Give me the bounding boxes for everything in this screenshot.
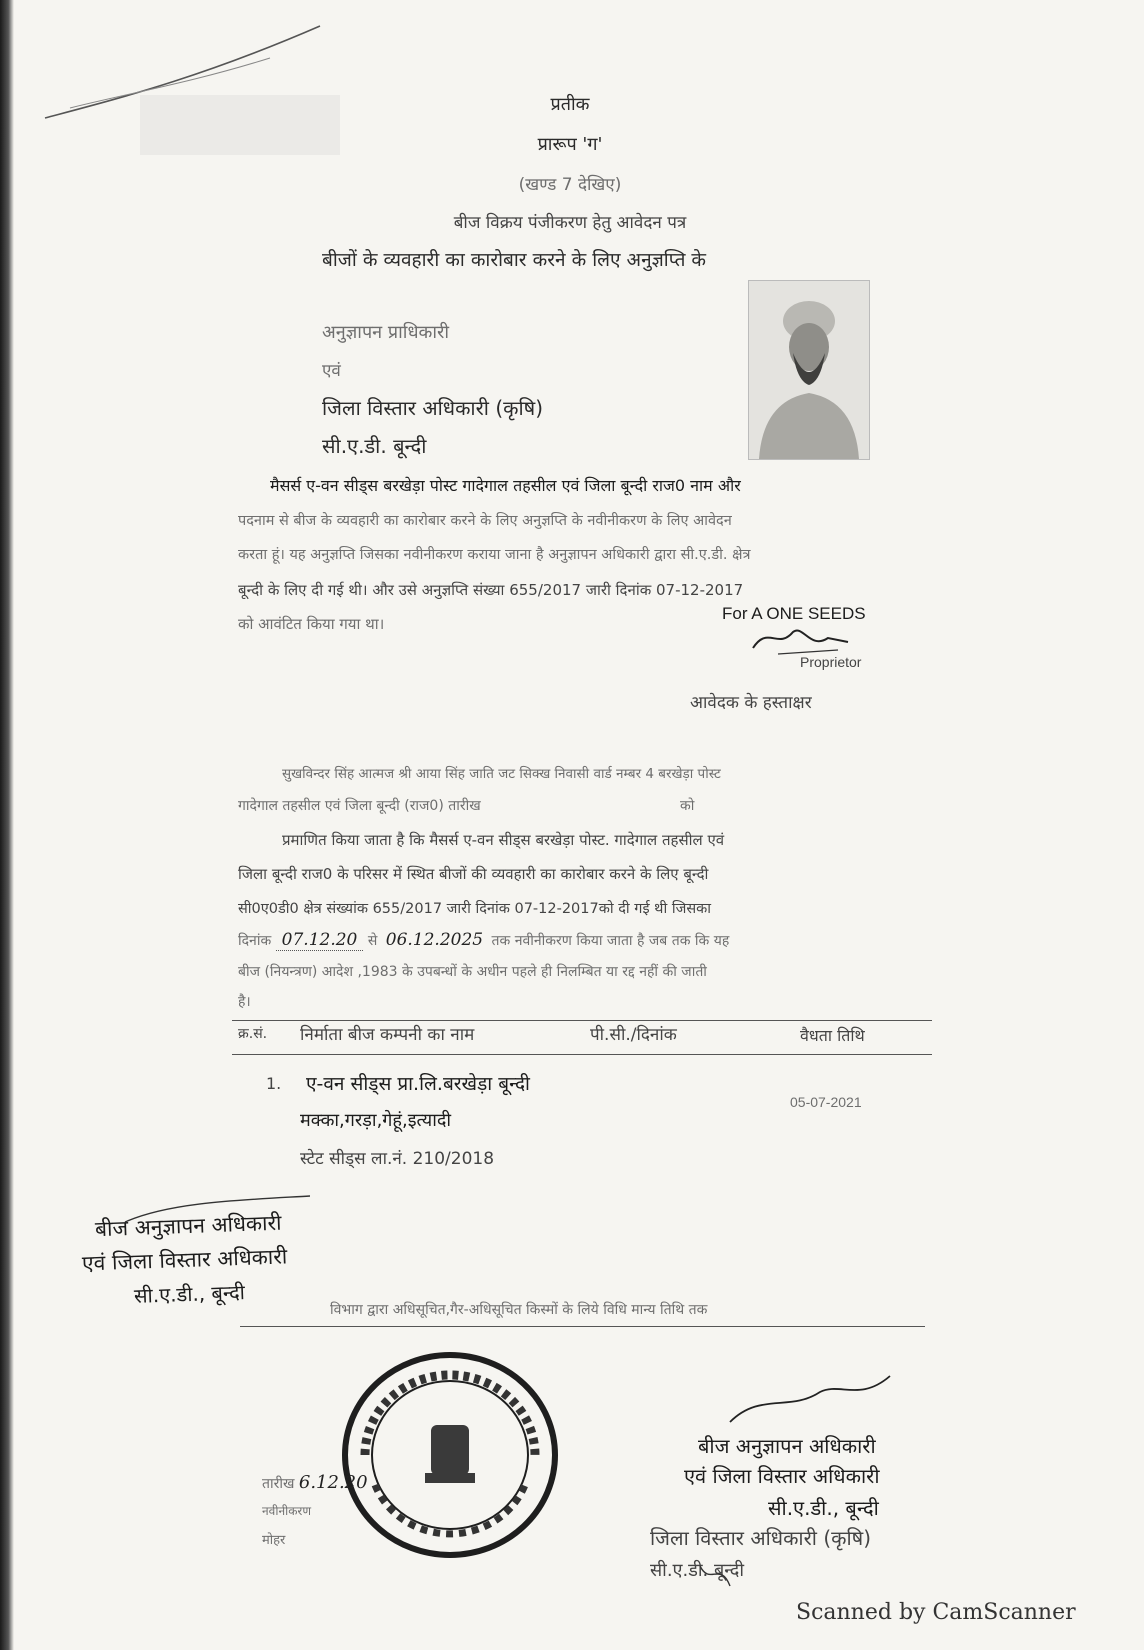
officer-stamp-line-2: एवं जिला विस्तार अधिकारी xyxy=(81,1244,288,1276)
certificate-line-7: बीज (नियन्त्रण) आदेश ,1983 के उपबन्धों के अधीन पहले ही निलम्बित या रद्द नहीं की जाती xyxy=(238,964,707,980)
renewal-date-suffix: तक नवीनीकरण किया जाता है जब तक कि यह xyxy=(491,933,730,949)
table-header-pc-date: पी.सी./दिनांक xyxy=(590,1025,677,1045)
certificate-line-2a: गादेगाल तहसील एवं जिला बून्दी (राज0) तारीख xyxy=(238,798,481,814)
certificate-line-3: प्रमाणित किया जाता है कि मैसर्स ए-वन सीड्स बरखेड़ा पोस्ट. गादेगाल तहसील एवं xyxy=(282,831,725,849)
addressee-line-4: सी.ए.डी. बून्दी xyxy=(322,434,427,458)
application-line-2: पदनाम से बीज के व्यवहारी का कारोबार करने के लिए अनुज्ञप्ति के नवीनीकरण के लिए आवेदन xyxy=(238,513,732,529)
certificate-line-6 xyxy=(238,930,729,950)
addressee-line-1: अनुज्ञापन प्राधिकारी xyxy=(322,322,450,343)
renewal-date-prefix: दिनांक xyxy=(238,933,272,949)
certificate-line-8: है। xyxy=(238,994,251,1010)
table-row-sno: 1. xyxy=(266,1074,282,1093)
header-title-1: प्रतीक xyxy=(550,94,590,115)
bottom-stamp-line-1: बीज अनुज्ञापन अधिकारी xyxy=(698,1434,876,1458)
renewal-from-date: 07.12.20 xyxy=(276,930,364,951)
scan-noise xyxy=(140,95,340,155)
bottom-office: सी.ए.डी. बून्दी xyxy=(650,1560,745,1581)
certificate-line-4: जिला बून्दी राज0 के परिसर में स्थित बीजों की व्यवहारी का कारोबार करने के लिए बून्दी xyxy=(238,865,709,883)
applicant-signature-label: आवेदक के हस्ताक्षर xyxy=(690,693,812,713)
header-title-2: प्रारूप 'ग' xyxy=(537,134,603,155)
application-line-1: मैसर्स ए-वन सीड्स बरखेड़ा पोस्ट गादेगाल तहसील एवं जिला बून्दी राज0 नाम और xyxy=(270,476,741,495)
scanner-watermark: Scanned by CamScanner xyxy=(796,1600,1076,1625)
bottom-renewal-label: नवीनीकरण xyxy=(262,1504,312,1518)
table-header-rule xyxy=(232,1054,932,1055)
table-header-validity: वैधता तिथि xyxy=(800,1026,865,1045)
header-title-4: बीज विक्रय पंजीकरण हेतु आवेदन पत्र xyxy=(453,213,687,233)
officer-stamp-line-3: सी.ए.डी., बून्दी xyxy=(133,1280,246,1308)
certificate-line-2b: को xyxy=(680,798,695,814)
table-row-license: स्टेट सीड्स ला.नं. 210/2018 xyxy=(300,1149,495,1169)
table-row-company: ए-वन सीड्स प्रा.लि.बरखेड़ा बून्दी xyxy=(306,1073,530,1095)
bottom-stamp-line-2: एवं जिला विस्तार अधिकारी xyxy=(684,1464,880,1488)
applicant-photo xyxy=(748,280,870,460)
table-header-sno: क्र.सं. xyxy=(238,1026,268,1042)
bottom-seal-label: मोहर xyxy=(262,1533,286,1548)
officer-signature xyxy=(120,1192,320,1228)
addressee-line-3: जिला विस्तार अधिकारी (कृषि) xyxy=(322,396,544,420)
bottom-stamp-line-3: सी.ए.डी., बून्दी xyxy=(768,1496,879,1520)
renewal-to-date: 06.12.2025 xyxy=(385,930,484,950)
table-row-crops: मक्का,गरड़ा,गेहूं,इत्यादी xyxy=(300,1110,452,1131)
scan-edge-shadow xyxy=(0,0,14,1650)
application-line-5: को आवंटित किया गया था। xyxy=(238,615,385,633)
table-row-validity: 05-07-2021 xyxy=(790,1094,862,1110)
certificate-line-1: सुखविन्दर सिंह आत्मज श्री आया सिंह जाति जट सिक्ख निवासी वार्ड नम्बर 4 बरखेड़ा पोस्ट xyxy=(282,766,721,782)
bottom-initial-scribble xyxy=(640,1556,800,1596)
application-line-4: बून्दी के लिए दी गई थी। और उसे अनुज्ञप्ति संख्या 655/2017 जारी दिनांक 07-12-2017 xyxy=(238,581,744,599)
bottom-date-label-text: तारीख xyxy=(262,1476,295,1492)
renewal-date-mid: से xyxy=(367,933,378,949)
bottom-officer-signature xyxy=(720,1372,900,1432)
header-title-3: (खण्ड 7 देखिए) xyxy=(518,175,622,195)
addressee-line-2: एवं xyxy=(322,361,341,381)
bottom-date-label xyxy=(262,1472,368,1493)
footnote: विभाग द्वारा अधिसूचित,गैर-अधिसूचित किस्मों के लिये विधि मान्य तिथि तक xyxy=(330,1302,708,1318)
certificate-line-5: सी0ए0डी0 क्षेत्र संख्यांक 655/2017 जारी दिनांक 07-12-2017को दी गई थी जिसका xyxy=(238,901,712,917)
application-line-3: करता हूं। यह अनुज्ञप्ति जिसका नवीनीकरण कराया जाना है अनुज्ञापन अधिकारी द्वारा सी.ए.डी. क्षेत्र xyxy=(238,547,751,563)
proprietor-label: Proprietor xyxy=(800,654,862,670)
officer-stamp-line-1: बीज अनुज्ञापन अधिकारी xyxy=(94,1210,282,1242)
bottom-designation: जिला विस्तार अधिकारी (कृषि) xyxy=(650,1526,872,1550)
firm-stamp: For A ONE SEEDS xyxy=(722,604,866,623)
government-seal xyxy=(335,1345,565,1565)
table-top-rule xyxy=(232,1020,932,1021)
bottom-date-value: 6.12.20 xyxy=(298,1472,368,1493)
header-title-5: बीजों के व्यवहारी का कारोबार करने के लिए अनुज्ञप्ति के xyxy=(322,249,707,271)
footnote-rule xyxy=(240,1326,925,1327)
table-header-company: निर्माता बीज कम्पनी का नाम xyxy=(300,1025,475,1045)
